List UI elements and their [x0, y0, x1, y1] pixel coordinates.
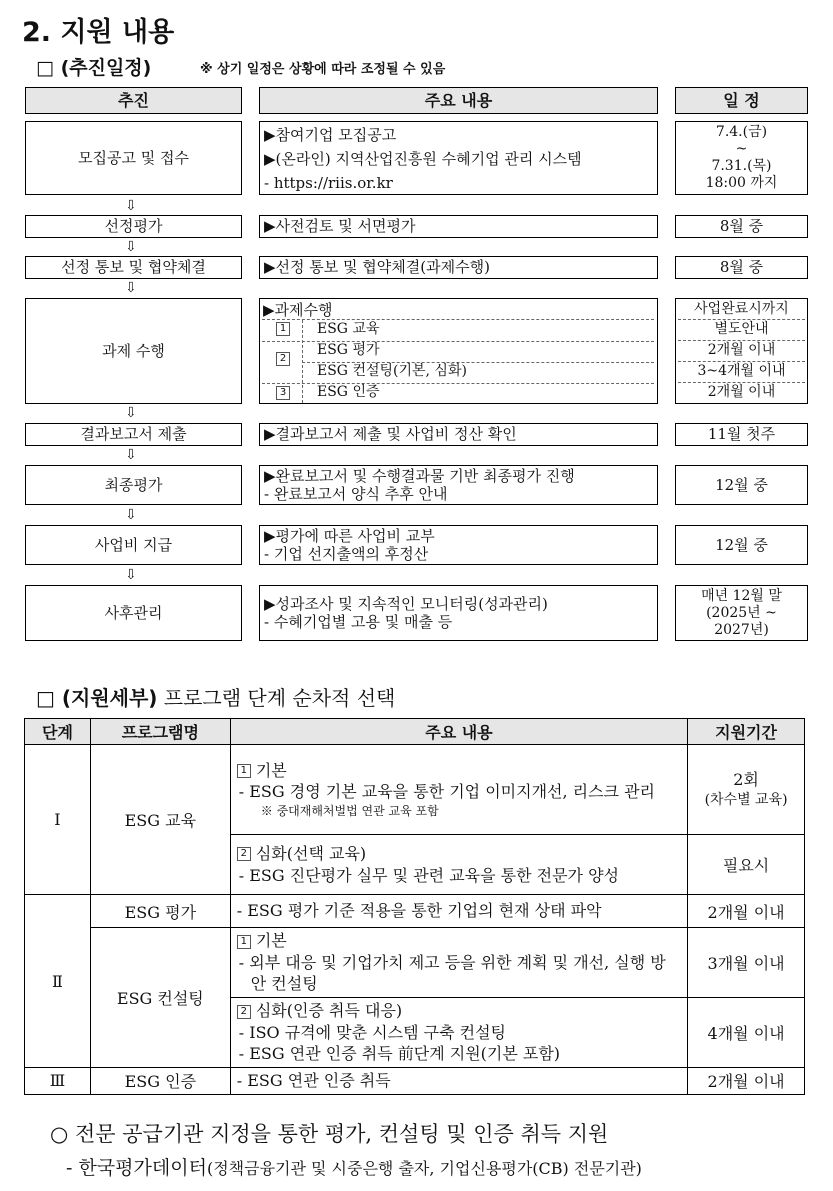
content-line: - 완료보고서 양식 추후 안내 — [264, 485, 448, 503]
table-row — [25, 895, 805, 928]
stage-cell: Ⅰ — [25, 745, 91, 895]
date-line: 사업완료시까지 — [694, 301, 789, 317]
task-title: ▶과제수행 — [263, 301, 333, 319]
col-header-program: 프로그램명 — [90, 719, 230, 745]
date-line: 2027년) — [714, 621, 769, 638]
number-2-icon: 2 — [237, 1005, 251, 1019]
header-step: 추진 — [25, 87, 242, 114]
schedule-date: 12월 중 — [675, 525, 808, 565]
sub-title: 심화(인증 취득 대응) — [255, 1001, 403, 1021]
task-dates — [675, 298, 808, 404]
content-line: ▶성과조사 및 지속적인 모니터링(성과관리) — [264, 595, 548, 613]
schedule-content — [259, 525, 658, 565]
period-cell: 4개월 이내 — [688, 998, 805, 1068]
content-line: - ISO 규격에 맞춘 시스템 구축 컨설팅 — [238, 1022, 506, 1042]
header-content: 주요 내용 — [259, 87, 658, 114]
down-arrow-icon: ⇩ — [125, 198, 137, 214]
section-title: 2. 지원 내용 — [22, 17, 175, 48]
date-line: 7.31.(목) — [711, 158, 772, 174]
down-arrow-icon: ⇩ — [125, 405, 137, 421]
schedule-content: ▶결과보고서 제출 및 사업비 정산 확인 — [259, 423, 658, 446]
content-line: - ESG 연관 인증 취득 前단계 지원(기본 포함) — [238, 1044, 561, 1064]
content-line: ▶평가에 따른 사업비 교부 — [264, 527, 435, 545]
content-line: - 외부 대응 및 기업가치 제고 등을 위한 계획 및 개선, 실행 방안 컨설팅 — [238, 952, 666, 994]
footer-sub-main: - 한국평가데이터 — [66, 1157, 207, 1179]
date-line: (2025년 ~ — [706, 604, 777, 621]
date-line: ~ — [735, 141, 748, 157]
date-line: 3~4개월 이내 — [697, 363, 786, 379]
detail-heading — [36, 682, 395, 711]
header-date: 일 정 — [675, 87, 808, 114]
content-line: - ESG 경영 기본 교육을 통한 기업 이미지개선, 리스크 관리 — [238, 782, 656, 802]
table-row — [25, 745, 805, 835]
down-arrow-icon: ⇩ — [125, 280, 137, 296]
task-item-label: ESG 평가 — [317, 342, 380, 358]
content-cell: - ESG 연관 인증 취득 — [230, 1068, 687, 1095]
content-line: ▶완료보고서 및 수행결과물 기반 최종평가 진행 — [264, 467, 575, 485]
table-row — [25, 1068, 805, 1095]
number-3-icon: 3 — [276, 386, 290, 400]
schedule-step: 선정평가 — [25, 215, 242, 238]
schedule-step: 사업비 지급 — [25, 525, 242, 565]
date-line: 2개월 이내 — [707, 342, 776, 358]
schedule-content: ▶선정 통보 및 협약체결(과제수행) — [259, 256, 658, 279]
date-line: 7.4.(금) — [715, 124, 768, 140]
schedule-content: ▶사전검토 및 서면평가 — [259, 215, 658, 238]
footer-sub-paren: (정책금융기관 및 시중은행 출자, 기업신용평가(CB) 전문기관) — [206, 1159, 642, 1178]
period-cell: 필요시 — [688, 835, 805, 895]
task-item-label: ESG 교육 — [317, 321, 380, 337]
number-2-icon: 2 — [276, 352, 290, 366]
schedule-step: 결과보고서 제출 — [25, 423, 242, 446]
program-cell: ESG 컨설팅 — [90, 928, 230, 1068]
footer-sub — [66, 1153, 642, 1180]
detail-table — [24, 718, 805, 1095]
col-header-content: 주요 내용 — [230, 719, 687, 745]
schedule-step: 최종평가 — [25, 465, 242, 505]
schedule-step: 모집공고 및 접수 — [25, 121, 242, 195]
down-arrow-icon: ⇩ — [125, 239, 137, 255]
content-line: - https://riis.or.kr — [264, 174, 393, 192]
content-line: ▶(온라인) 지역산업진흥원 수혜기업 관리 시스템 — [264, 150, 582, 168]
footer-bullet: ○ 전문 공급기관 지정을 통한 평가, 컨설팅 및 인증 취득 지원 — [50, 1122, 609, 1146]
schedule-heading: □ (추진일정) — [36, 57, 152, 79]
schedule-note: ※ 상기 일정은 상황에 따라 조정될 수 있음 — [200, 62, 446, 77]
period-cell — [688, 745, 805, 835]
sub-title: 심화(선택 교육) — [255, 843, 367, 863]
program-cell: ESG 인증 — [90, 1068, 230, 1095]
number-1-icon: 1 — [237, 764, 251, 778]
down-arrow-icon: ⇩ — [125, 447, 137, 463]
period-cell: 3개월 이내 — [688, 928, 805, 998]
number-1-icon: 1 — [237, 935, 251, 949]
date-line: 18:00 까지 — [705, 175, 778, 191]
down-arrow-icon: ⇩ — [125, 567, 137, 583]
table-row — [25, 928, 805, 998]
stage-cell: Ⅲ — [25, 1068, 91, 1095]
program-cell: ESG 교육 — [90, 745, 230, 895]
period-line: (차수별 교육) — [704, 791, 788, 808]
sub-title: 기본 — [255, 760, 287, 780]
period-cell: 2개월 이내 — [688, 895, 805, 928]
schedule-date — [675, 585, 808, 641]
schedule-date — [675, 121, 808, 195]
period-line: 2회 — [733, 770, 759, 789]
schedule-content — [259, 465, 658, 505]
period-cell: 2개월 이내 — [688, 1068, 805, 1095]
schedule-date: 11월 첫주 — [675, 423, 808, 446]
sub-title: 기본 — [255, 931, 287, 951]
down-arrow-icon: ⇩ — [125, 507, 137, 523]
content-cell — [230, 928, 687, 998]
content-cell — [230, 998, 687, 1068]
schedule-step: 선정 통보 및 협약체결 — [25, 256, 242, 279]
content-cell: - ESG 평가 기준 적용을 통한 기업의 현재 상태 파악 — [230, 895, 687, 928]
schedule-content — [259, 121, 658, 195]
detail-heading-bold: □ (지원세부) — [36, 686, 158, 710]
task-item-label: ESG 컨설팅(기본, 심화) — [317, 363, 467, 379]
date-line: 2개월 이내 — [707, 384, 776, 400]
number-1-icon: 1 — [276, 322, 290, 336]
content-note: ※ 중대재해처벌법 연관 교육 포함 — [260, 804, 439, 818]
task-content — [259, 298, 658, 404]
schedule-date: 12월 중 — [675, 465, 808, 505]
schedule-step: 과제 수행 — [25, 298, 242, 404]
task-items — [262, 319, 654, 402]
schedule-date: 8월 중 — [675, 256, 808, 279]
col-header-stage: 단계 — [25, 719, 91, 745]
number-2-icon: 2 — [237, 847, 251, 861]
detail-heading-rest: 프로그램 단계 순차적 선택 — [157, 686, 396, 710]
content-line: ▶참여기업 모집공고 — [264, 126, 397, 144]
date-line: 매년 12월 말 — [701, 587, 782, 604]
schedule-date: 8월 중 — [675, 215, 808, 238]
content-line: - 수혜기업별 고용 및 매출 등 — [264, 613, 453, 631]
schedule-step: 사후관리 — [25, 585, 242, 641]
content-cell — [230, 835, 687, 895]
content-line: - ESG 진단평가 실무 및 관련 교육을 통한 전문가 양성 — [238, 865, 620, 885]
program-cell: ESG 평가 — [90, 895, 230, 928]
date-line: 별도안내 — [714, 321, 769, 337]
col-header-period: 지원기간 — [688, 719, 805, 745]
task-item-label: ESG 인증 — [317, 384, 380, 400]
stage-cell: Ⅱ — [25, 895, 91, 1068]
schedule-content — [259, 585, 658, 641]
content-cell — [230, 745, 687, 835]
content-line: - 기업 선지출액의 후정산 — [264, 545, 429, 563]
